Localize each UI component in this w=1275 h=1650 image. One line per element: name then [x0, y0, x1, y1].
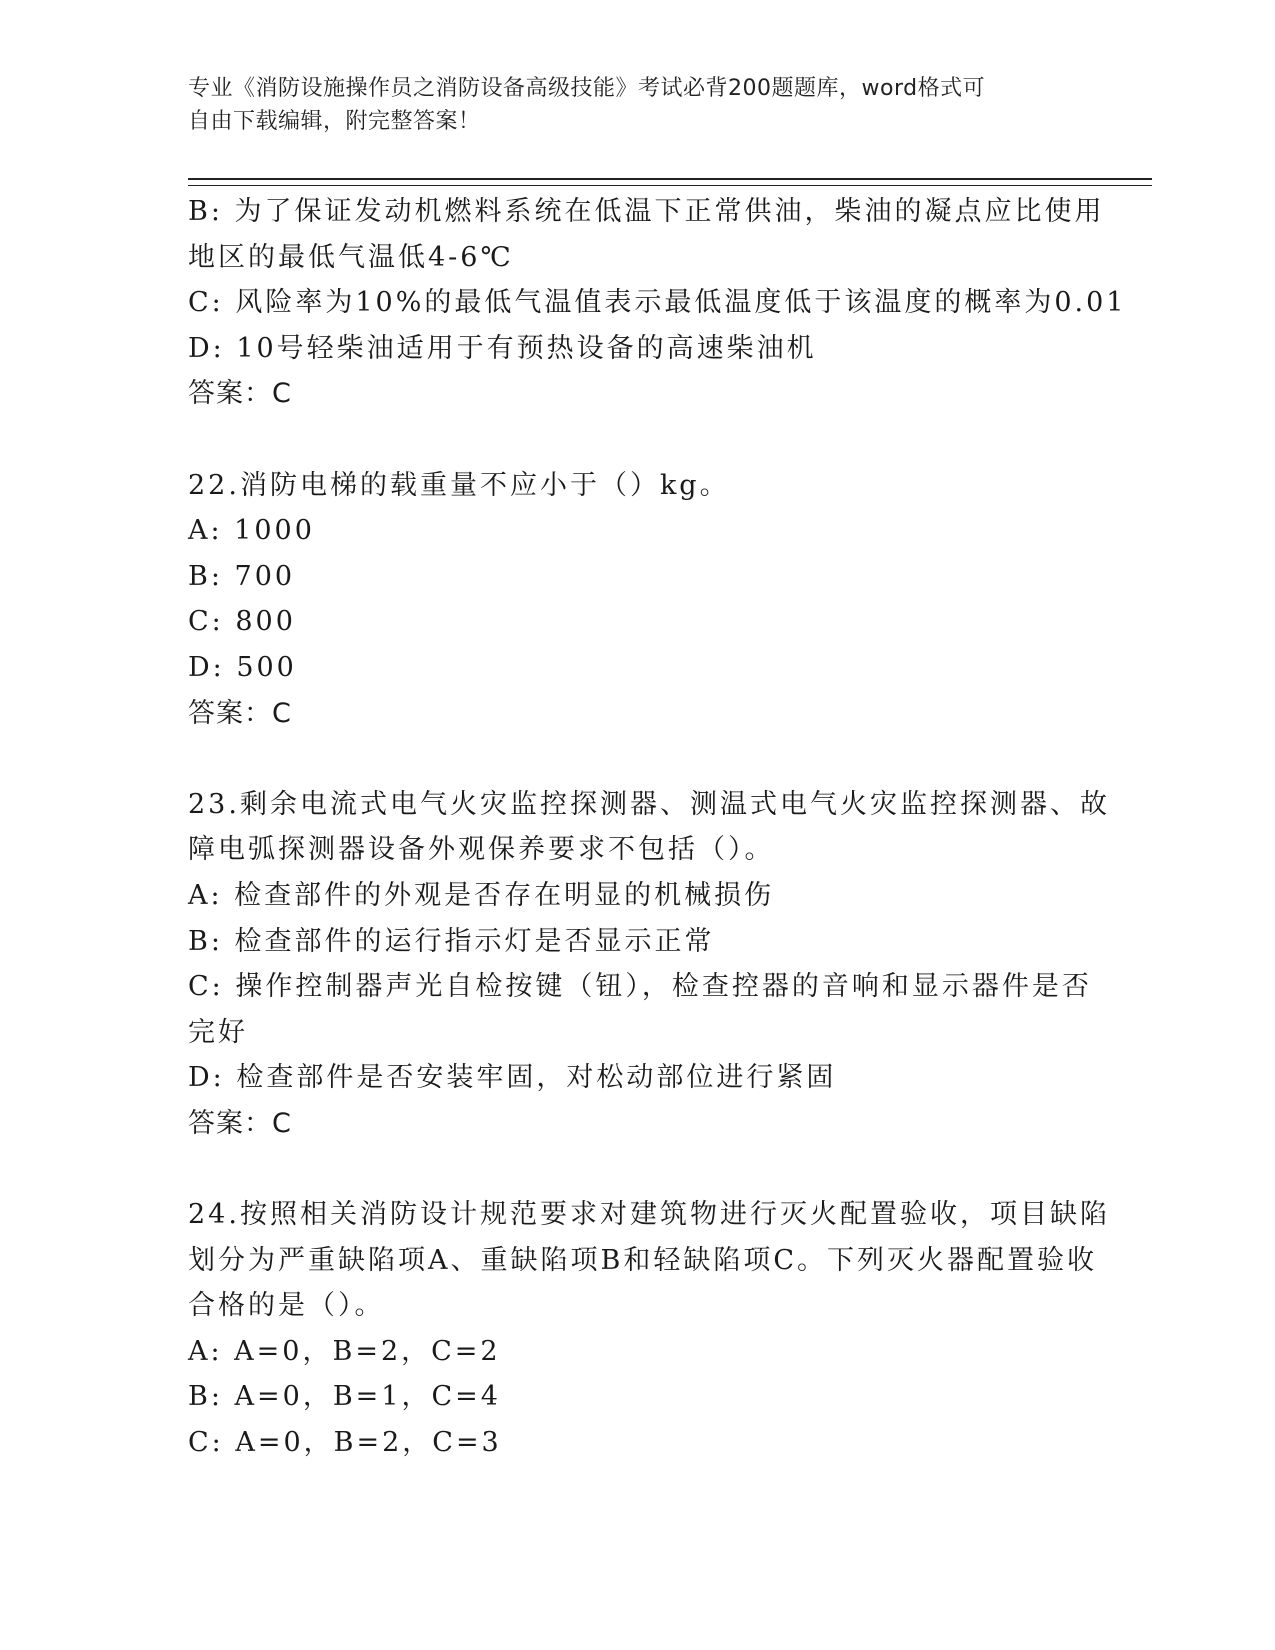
option-a: A: A=0，B=2，C=2	[188, 1335, 501, 1367]
answer: 答案：C	[188, 378, 292, 410]
option-c: C: A=0，B=2，C=3	[188, 1427, 502, 1459]
question-24	[188, 1192, 1110, 1466]
option-b-line-2: 地区的最低气温低4-6℃	[188, 241, 514, 273]
answer: 答案：C	[188, 697, 292, 729]
question-stem: 22.消防电梯的载重量不应小于（）kg。	[188, 469, 730, 501]
question-21-continued	[188, 189, 1127, 417]
question-spacer	[188, 1146, 1088, 1192]
option-b: B: 700	[188, 560, 296, 592]
option-c: C: 800	[188, 606, 296, 638]
option-c: C: 风险率为10%的最低气温值表示最低温度低于该温度的概率为0.01	[188, 287, 1127, 319]
header-divider	[188, 178, 1152, 186]
question-22	[188, 463, 1088, 737]
option-d: D: 10号轻柴油适用于有预热设备的高速柴油机	[188, 332, 817, 364]
header-line-1: 专业《消防设施操作员之消防设备高级技能》考试必背200题题库，word格式可	[188, 76, 986, 101]
option-a: A: 1000	[188, 515, 315, 547]
option-c-line-2: 完好	[188, 1016, 248, 1048]
question-stem-line-2: 障电弧探测器设备外观保养要求不包括（）。	[188, 834, 775, 866]
option-b: B: 检查部件的运行指示灯是否显示正常	[188, 925, 715, 957]
question-spacer	[188, 736, 1088, 782]
question-stem-line-1: 23.剩余电流式电气火灾监控探测器、测温式电气火灾监控探测器、故	[188, 788, 1110, 820]
question-stem-line-2: 划分为严重缺陷项A、重缺陷项B和轻缺陷项C。下列灭火器配置验收	[188, 1244, 1097, 1276]
option-a: A: 检查部件的外观是否存在明显的机械损伤	[188, 879, 775, 911]
question-stem-line-3: 合格的是（）。	[188, 1290, 385, 1322]
option-b: B: A=0，B=1，C=4	[188, 1381, 501, 1413]
page-header	[188, 72, 1068, 138]
header-line-2: 自由下载编辑，附完整答案！	[188, 109, 481, 134]
option-c-line-1: C: 操作控制器声光自检按键（钮），检查控器的音响和显示器件是否	[188, 971, 1092, 1003]
question-stem-line-1: 24.按照相关消防设计规范要求对建筑物进行灭火配置验收，项目缺陷	[188, 1199, 1110, 1231]
question-spacer	[188, 417, 1088, 463]
document-body	[188, 189, 1127, 1466]
option-d: D: 检查部件是否安装牢固，对松动部位进行紧固	[188, 1062, 837, 1094]
option-b-line-1: B: 为了保证发动机燃料系统在低温下正常供油，柴油的凝点应比使用	[188, 196, 1105, 227]
answer: 答案：C	[188, 1107, 292, 1139]
question-23	[188, 782, 1110, 1147]
option-d: D: 500	[188, 651, 297, 683]
